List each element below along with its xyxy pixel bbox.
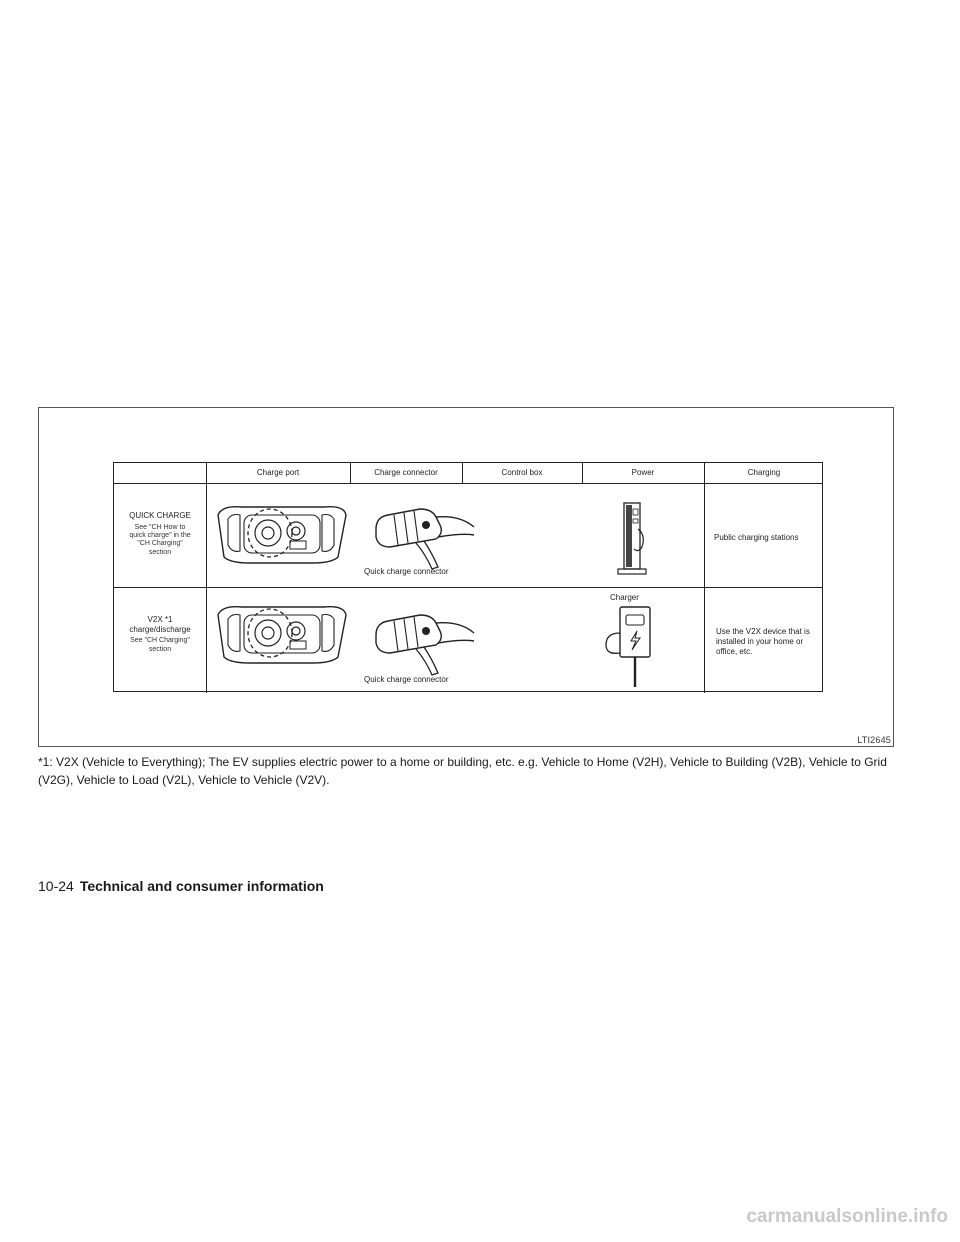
row-label-v2x [114, 615, 206, 654]
row-subtitle: See "CH Charging" section [130, 637, 190, 653]
table-divider [114, 587, 822, 588]
figure-id: LTI2645 [857, 735, 891, 745]
header-power: Power [631, 468, 655, 477]
header-charge-port: Charge port [256, 468, 300, 477]
header-charge-connector: Charge connector [374, 468, 438, 477]
quick-charge-connector-illustration [370, 503, 480, 575]
row-title: V2X *1 charge/discharge [129, 615, 191, 634]
row-title: QUICK CHARGE [129, 511, 191, 520]
power-label: Charger [610, 593, 639, 602]
table-divider [114, 483, 822, 484]
page-number: 10-24 [38, 878, 74, 894]
connector-label: Quick charge connector [364, 675, 449, 684]
row-subtitle: See "CH How to quick charge" in the "CH Charging" section [129, 523, 191, 556]
header-charging: Charging [747, 468, 781, 477]
footnote: *1: V2X (Vehicle to Everything); The EV supplies electric power to a home or building, etc. e.g. Vehicle to Home (V2H), Vehicle to Building (V2B), Vehicle to Grid (V2G), Vehicle to Load (V2L), Vehicle to Vehicle (V2V). [38, 755, 887, 787]
figure-frame [38, 407, 894, 747]
header-control-box: Control box [501, 468, 543, 477]
section-title: Technical and consumer information [79, 878, 324, 894]
connector-label: Quick charge connector [364, 567, 449, 576]
charging-table [113, 462, 823, 692]
page-footer [38, 878, 324, 894]
public-charger-illustration [612, 499, 652, 579]
charging-text: Public charging stations [714, 533, 799, 542]
charge-port-illustration [212, 501, 350, 567]
table-divider [206, 463, 207, 693]
quick-charge-connector-illustration [370, 609, 480, 681]
row-label-quick-charge [114, 511, 206, 557]
v2x-charger-illustration [594, 603, 664, 691]
charge-port-illustration [212, 601, 350, 667]
table-divider [704, 463, 705, 693]
watermark: carmanualsonline.info [746, 1206, 948, 1227]
charging-text: Use the V2X device that is installed in your home or office, etc. [716, 627, 810, 656]
